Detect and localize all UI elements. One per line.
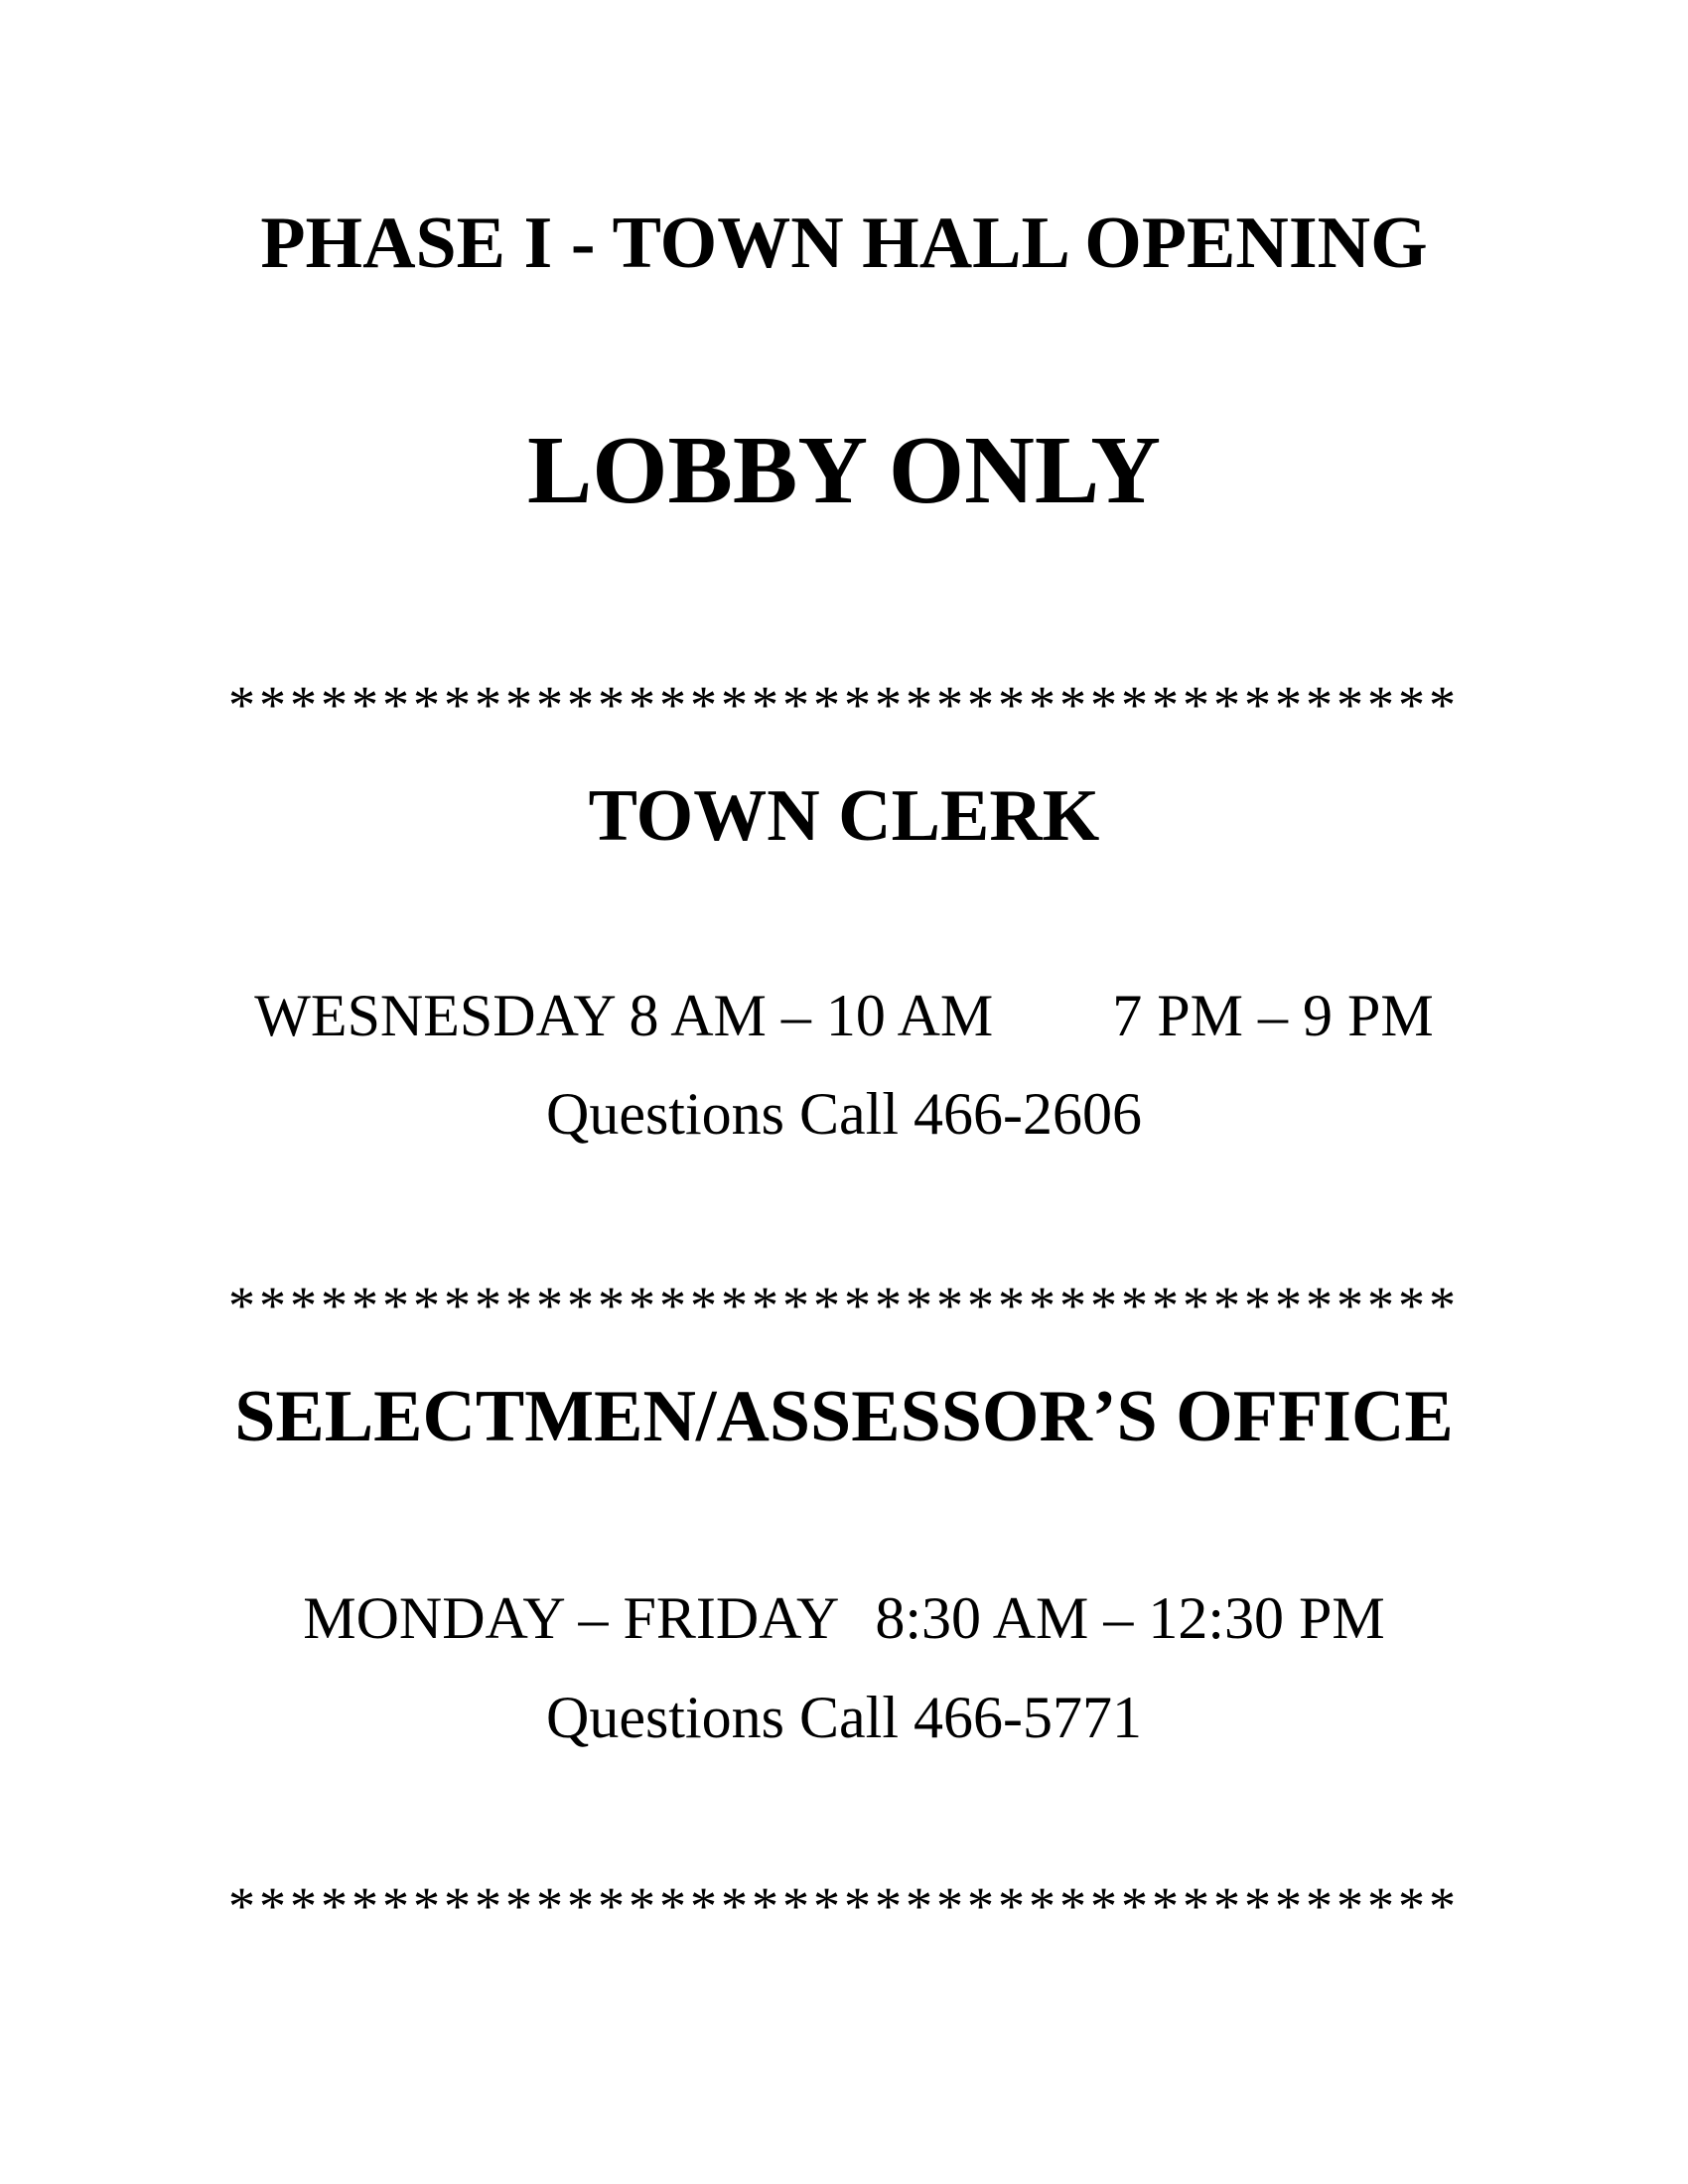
town-clerk-heading: TOWN CLERK (588, 775, 1100, 857)
page-subtitle: LOBBY ONLY (526, 417, 1162, 524)
selectmen-assessor-days: MONDAY – FRIDAY (303, 1585, 840, 1651)
town-clerk-morning-hours: WESNESDAY 8 AM – 10 AM (254, 983, 994, 1048)
asterisk-separator: **************************************** (228, 1876, 1460, 1936)
town-clerk-hours (0, 983, 1688, 1048)
selectmen-assessor-time: 8:30 AM – 12:30 PM (875, 1585, 1385, 1651)
selectmen-assessor-phone: Questions Call 466-5771 (546, 1685, 1142, 1750)
asterisk-separator: **************************************** (228, 675, 1460, 735)
town-clerk-evening-hours: 7 PM – 9 PM (1112, 983, 1434, 1048)
selectmen-assessor-hours (0, 1585, 1688, 1651)
asterisk-separator: **************************************** (228, 1276, 1460, 1335)
selectmen-assessor-heading: SELECTMEN/ASSESSOR’S OFFICE (234, 1376, 1454, 1457)
town-clerk-phone: Questions Call 466-2606 (546, 1081, 1142, 1147)
page-title: PHASE I - TOWN HALL OPENING (260, 203, 1428, 284)
